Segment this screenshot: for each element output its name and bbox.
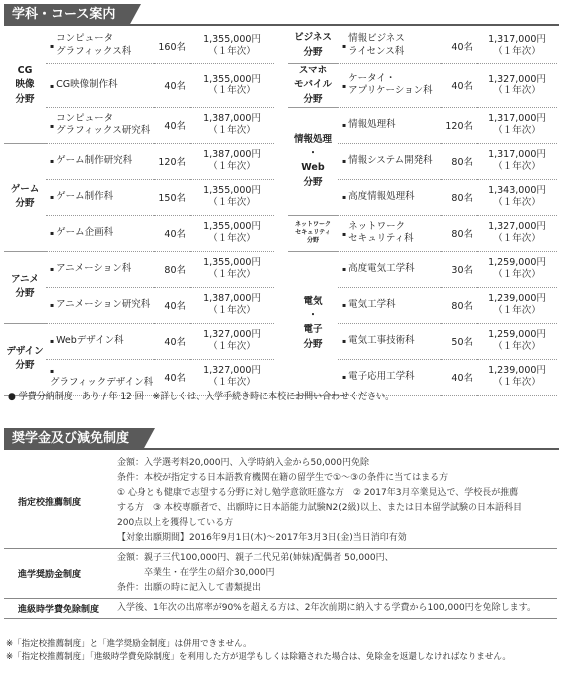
scholarship-label: 進学奨励金制度: [4, 549, 117, 599]
course-name: [338, 28, 441, 64]
course-capacity: 40名: [441, 359, 477, 395]
bullet-icon: ▪: [342, 374, 347, 382]
course-name: [338, 251, 441, 287]
course-name: [338, 179, 441, 215]
course-row: [4, 64, 557, 108]
course-name-text: 電子応用工学科: [348, 370, 415, 382]
course-name-text: 電気工事技術科: [348, 334, 415, 346]
bullet-icon: ▪: [50, 230, 55, 238]
course-capacity: 40名: [441, 64, 477, 108]
course-name-text: ゲーム企画科: [56, 226, 114, 238]
course-fee: 1,355,000円 （１年次）: [190, 251, 274, 287]
installment-note: ● 学費分納制度 あり / 年 12 回 ※詳しくは、入学手続き時に本校にお問い合わせください。: [8, 392, 395, 402]
bullet-icon: ▪: [342, 230, 347, 238]
course-name-text: 情報システム開発科: [348, 154, 433, 166]
category-label: 情報処理 ・ Web 分野: [288, 107, 338, 215]
column-gap: [274, 179, 288, 215]
detail-line: ① 心身とも健康で志望する分野に対し勉学意欲旺盛な方 ② 2017年3月卒業見込で、学校長が推薦: [117, 488, 519, 498]
course-name-text: ゲーム制作科: [56, 190, 114, 202]
bullet-icon: ▪: [50, 82, 55, 90]
course-name: [338, 215, 441, 251]
scholarship-detail: [117, 454, 557, 549]
course-capacity: 30名: [441, 251, 477, 287]
course-fee: 1,317,000円 （１年次）: [477, 28, 557, 64]
bullet-icon: ▪: [50, 194, 55, 202]
column-gap: [274, 287, 288, 323]
course-name-text: アニメーション科: [56, 262, 132, 274]
course-row: [4, 107, 557, 143]
course-name: [338, 64, 441, 108]
course-name: [46, 64, 154, 108]
course-fee: 1,387,000円 （１年次）: [190, 107, 274, 143]
course-name: [46, 179, 154, 215]
course-capacity: 120名: [441, 107, 477, 143]
scholarship-row: [4, 549, 557, 599]
course-fee: 1,317,000円 （１年次）: [477, 107, 557, 143]
courses-title-rule: [4, 24, 559, 26]
course-row: [4, 251, 557, 287]
detail-line: 条件：本校が指定する日本語教育機関在籍の留学生で①～③の条件に当てはまる方: [117, 473, 449, 483]
course-fee: 1,387,000円 （１年次）: [190, 287, 274, 323]
bullet-icon: ▪: [342, 82, 347, 90]
course-capacity: 40名: [154, 107, 190, 143]
course-name: [46, 287, 154, 323]
course-capacity: 160名: [154, 28, 190, 64]
bullet-icon: ▪: [50, 367, 55, 375]
course-fee: 1,355,000円 （１年次）: [190, 215, 274, 251]
course-name: [46, 251, 154, 287]
bullet-icon: ▪: [50, 43, 55, 50]
bullet-icon: ▪: [342, 158, 347, 166]
category-label: アニメ 分野: [4, 251, 46, 323]
course-name: [338, 287, 441, 323]
course-fee: 1,343,000円 （１年次）: [477, 179, 557, 215]
bullet-icon: ▪: [342, 122, 347, 130]
scholarship-title: 奨学金及び減免制度: [4, 428, 143, 450]
category-label: ネットワーク セキュリティ 分野: [288, 215, 338, 251]
course-name: [46, 215, 154, 251]
course-name: [338, 107, 441, 143]
column-gap: [274, 107, 288, 143]
courses-title: 学科・コース案内: [4, 4, 129, 26]
scholarship-detail: [117, 599, 557, 619]
course-capacity: 80名: [441, 215, 477, 251]
course-capacity: 40名: [154, 215, 190, 251]
scholarship-row: [4, 454, 557, 549]
column-gap: [274, 323, 288, 359]
category-label: 電気 ・ 電子 分野: [288, 251, 338, 395]
scholarship-notes: [6, 638, 511, 664]
detail-line: 卒業生・在学生の紹介30,000円: [117, 568, 275, 578]
course-fee: 1,327,000円 （１年次）: [190, 359, 274, 395]
note-line: ※「指定校推薦制度」「進級時学費免除制度」を利用した方が退学もしくは除籍された場合は、免除金を返還しなければなりません。: [6, 652, 511, 662]
scholarship-label: 指定校推薦制度: [4, 454, 117, 549]
note-line: ※「指定校推薦制度」と「進学奨励金制度」は併用できません。: [6, 639, 252, 649]
course-capacity: 40名: [154, 323, 190, 359]
detail-line: 条件：出願の時に記入して書類提出: [117, 583, 262, 593]
detail-line: 入学後、1年次の出席率が90%を超える方は、2年次前期に納入する学費から100,000円を免除します。: [117, 603, 536, 613]
course-name-text: アニメーション研究科: [56, 298, 151, 310]
course-name-text: グラフィックデザイン科: [50, 376, 154, 388]
detail-line: 金額：入学選考料20,000円、入学時納入金から50,000円免除: [117, 458, 369, 468]
course-name: [338, 323, 441, 359]
bullet-icon: ▪: [342, 338, 347, 346]
course-name-text: ゲーム制作研究科: [56, 154, 133, 166]
course-name: [46, 107, 154, 143]
course-fee: 1,239,000円 （１年次）: [477, 359, 557, 395]
course-capacity: 80名: [441, 179, 477, 215]
course-fee: 1,327,000円 （１年次）: [477, 215, 557, 251]
course-row: [4, 215, 557, 251]
course-name: [46, 323, 154, 359]
bullet-icon: ▪: [342, 194, 347, 202]
scholarship-label: 進級時学費免除制度: [4, 599, 117, 619]
course-row: [4, 28, 557, 64]
course-name-text: 情報処理科: [348, 118, 396, 130]
course-fee: 1,387,000円 （１年次）: [190, 143, 274, 179]
course-capacity: 40名: [154, 64, 190, 108]
bullet-icon: ▪: [50, 122, 55, 130]
scholarship-title-rule: [4, 448, 559, 450]
course-name: [46, 28, 154, 64]
scholarship-table: [4, 454, 557, 619]
detail-line: 200点以上を獲得している方: [117, 518, 234, 528]
course-name-text: ケータイ・ アプリケーション科: [348, 73, 433, 97]
column-gap: [274, 251, 288, 287]
course-capacity: 80名: [441, 143, 477, 179]
bullet-icon: ▪: [50, 302, 55, 310]
course-capacity: 80名: [441, 287, 477, 323]
course-fee: 1,327,000円 （１年次）: [477, 64, 557, 108]
course-row: [4, 323, 557, 359]
course-capacity: 50名: [441, 323, 477, 359]
column-gap: [274, 143, 288, 179]
course-capacity: 120名: [154, 143, 190, 179]
course-fee: 1,355,000円 （１年次）: [190, 179, 274, 215]
category-label: CG 映像 分野: [4, 28, 46, 143]
course-row: [4, 143, 557, 179]
course-name-text: Webデザイン科: [56, 334, 124, 346]
course-fee: 1,259,000円 （１年次）: [477, 323, 557, 359]
course-fee: 1,259,000円 （１年次）: [477, 251, 557, 287]
detail-line: 金額：親子三代100,000円、親子二代兄弟(姉妹)配偶者 50,000円、: [117, 553, 394, 563]
bullet-icon: ▪: [342, 302, 347, 310]
scholarship-row: [4, 599, 557, 619]
bullet-icon: ▪: [342, 266, 347, 274]
category-label: ビジネス 分野: [288, 28, 338, 64]
course-fee: 1,355,000円 （１年次）: [190, 64, 274, 108]
course-name-text: 電気工学科: [348, 298, 396, 310]
course-capacity: 40名: [154, 359, 190, 395]
course-fee: 1,239,000円 （１年次）: [477, 287, 557, 323]
column-gap: [274, 64, 288, 108]
column-gap: [274, 28, 288, 64]
course-row: [4, 179, 557, 215]
course-name-text: 高度電気工学科: [348, 262, 415, 274]
courses-table: [4, 28, 557, 396]
course-name-text: 高度情報処理科: [348, 190, 415, 202]
category-label: ゲーム 分野: [4, 143, 46, 251]
course-name: [46, 143, 154, 179]
bullet-icon: ▪: [50, 266, 55, 274]
course-capacity: 40名: [154, 287, 190, 323]
course-name-text: コンピュータ グラフィックス研究科: [56, 112, 151, 137]
course-capacity: 40名: [441, 28, 477, 64]
detail-line: 【対象出願期間】2016年9月1日(木)～2017年3月3日(金)当日消印有効: [117, 533, 407, 543]
course-row: [4, 287, 557, 323]
course-capacity: 80名: [154, 251, 190, 287]
course-fee: 1,355,000円 （１年次）: [190, 28, 274, 64]
detail-line: する方 ③ 本校専願者で、出願時に日本語能力試験N2(2級)以上、または日本留学試験の日本語科目: [117, 503, 522, 513]
course-name-text: ネットワーク セキュリティ科: [348, 220, 414, 245]
course-fee: 1,327,000円 （１年次）: [190, 323, 274, 359]
course-capacity: 150名: [154, 179, 190, 215]
bullet-icon: ▪: [342, 43, 347, 50]
bullet-icon: ▪: [50, 158, 55, 166]
bullet-icon: ▪: [50, 338, 55, 346]
course-name-text: コンピュータ グラフィックス科: [56, 33, 132, 57]
course-name: [338, 143, 441, 179]
course-fee: 1,317,000円 （１年次）: [477, 143, 557, 179]
column-gap: [274, 215, 288, 251]
course-name-text: 情報ビジネス ライセンス科: [348, 33, 405, 57]
course-name-text: CG映像制作科: [56, 78, 118, 90]
category-label: スマホ モバイル 分野: [288, 64, 338, 108]
category-label: デザイン 分野: [4, 323, 46, 395]
scholarship-detail: [117, 549, 557, 599]
